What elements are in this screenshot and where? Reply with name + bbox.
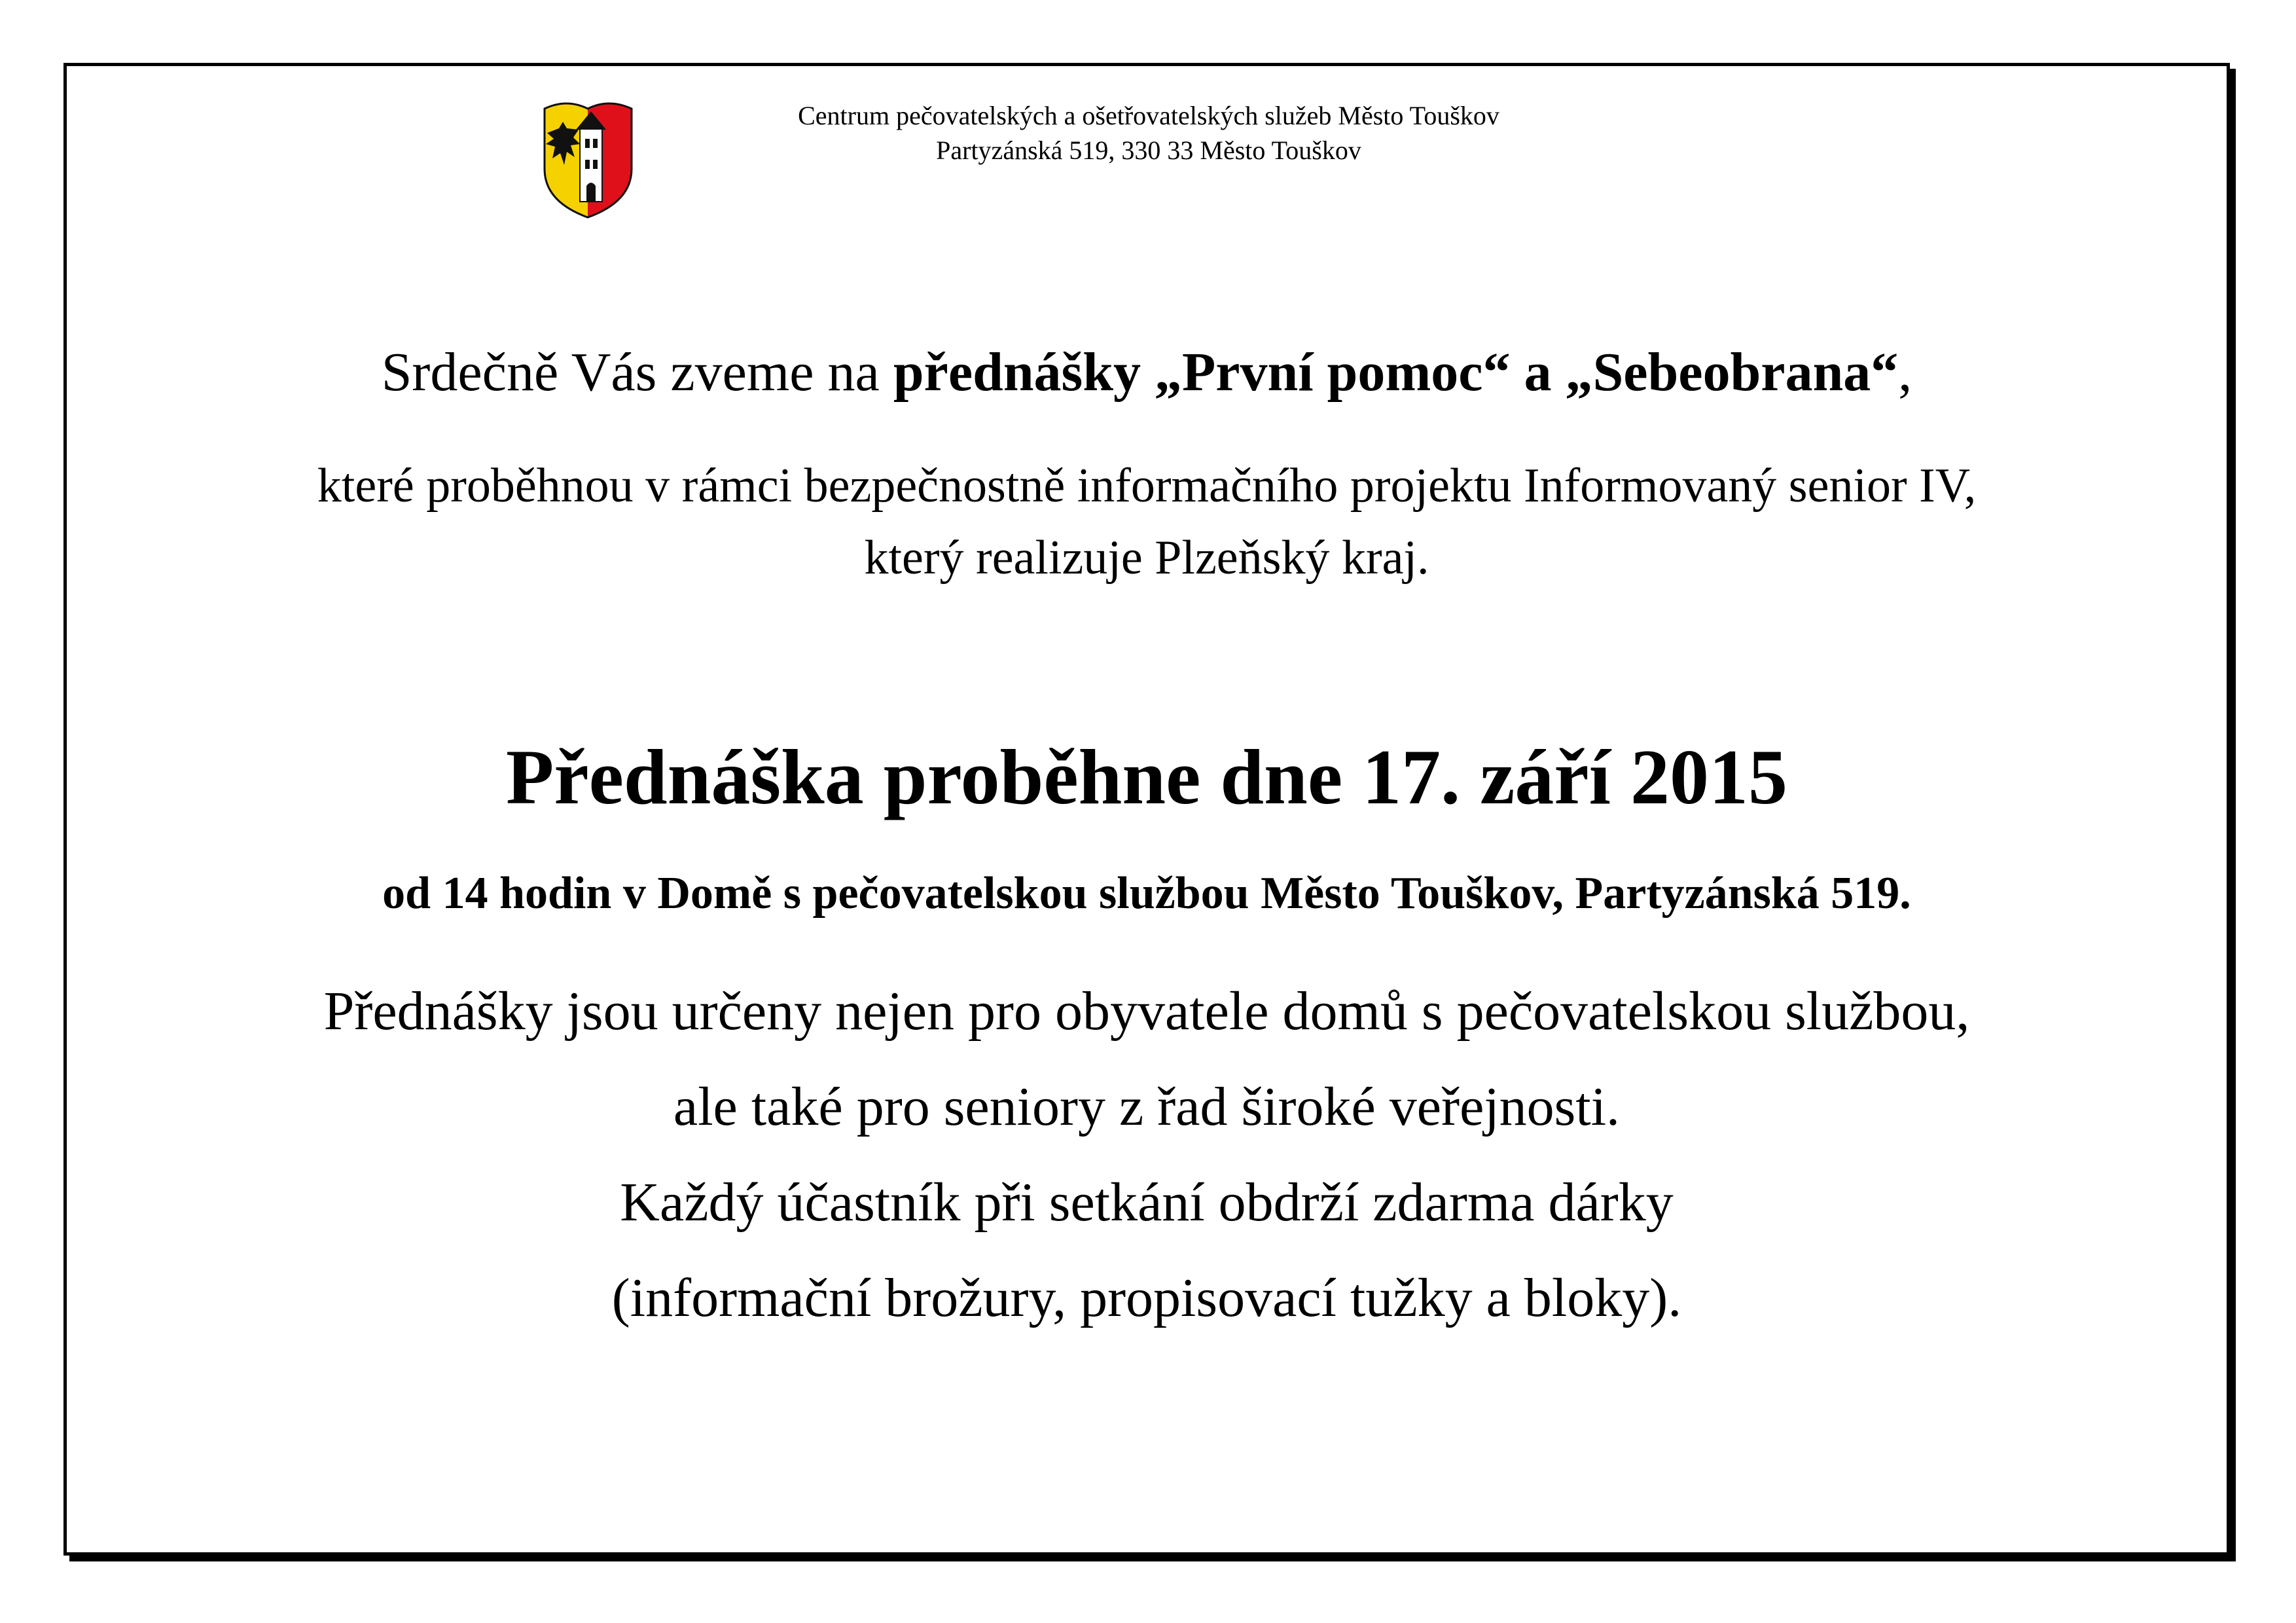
invitation-lecture-titles: přednášky „První pomoc“ a „Sebeobrana“ — [893, 342, 1899, 403]
coat-of-arms-icon — [541, 97, 636, 219]
info-paragraph — [63, 964, 2230, 1346]
time-place-line: od 14 hodin v Domě s pečovatelskou službou Město Touškov, Partyzánská 519. — [382, 868, 1911, 919]
info-line: ale také pro seniory z řad široké veřejnosti. — [673, 1076, 1621, 1137]
invitation-suffix: , — [1898, 342, 1912, 403]
organization-header — [746, 98, 1551, 168]
invitation-line — [63, 340, 2230, 404]
project-line-2: který realizuje Plzeňský kraj. — [864, 531, 1429, 585]
organization-address: Partyzánská 519, 330 33 Město Touškov — [936, 136, 1361, 165]
info-line: Přednášky jsou určeny nejen pro obyvatele domů s pečovatelskou službou, — [323, 981, 1970, 1042]
date-heading: Přednáška proběhne dne 17. září 2015 — [506, 733, 1787, 820]
info-line: Každý účastník při setkání obdrží zdarma dárky — [620, 1172, 1674, 1233]
organization-name: Centrum pečovatelských a ošetřovatelských služeb Město Touškov — [798, 101, 1499, 130]
project-line-1: které proběhnou v rámci bezpečnostně informačního projektu Informovaný senior IV, — [317, 459, 1977, 513]
info-line: (informační brožury, propisovací tužky a bloky). — [611, 1267, 1682, 1328]
invitation-prefix: Srdečně Vás zveme na — [381, 342, 893, 403]
